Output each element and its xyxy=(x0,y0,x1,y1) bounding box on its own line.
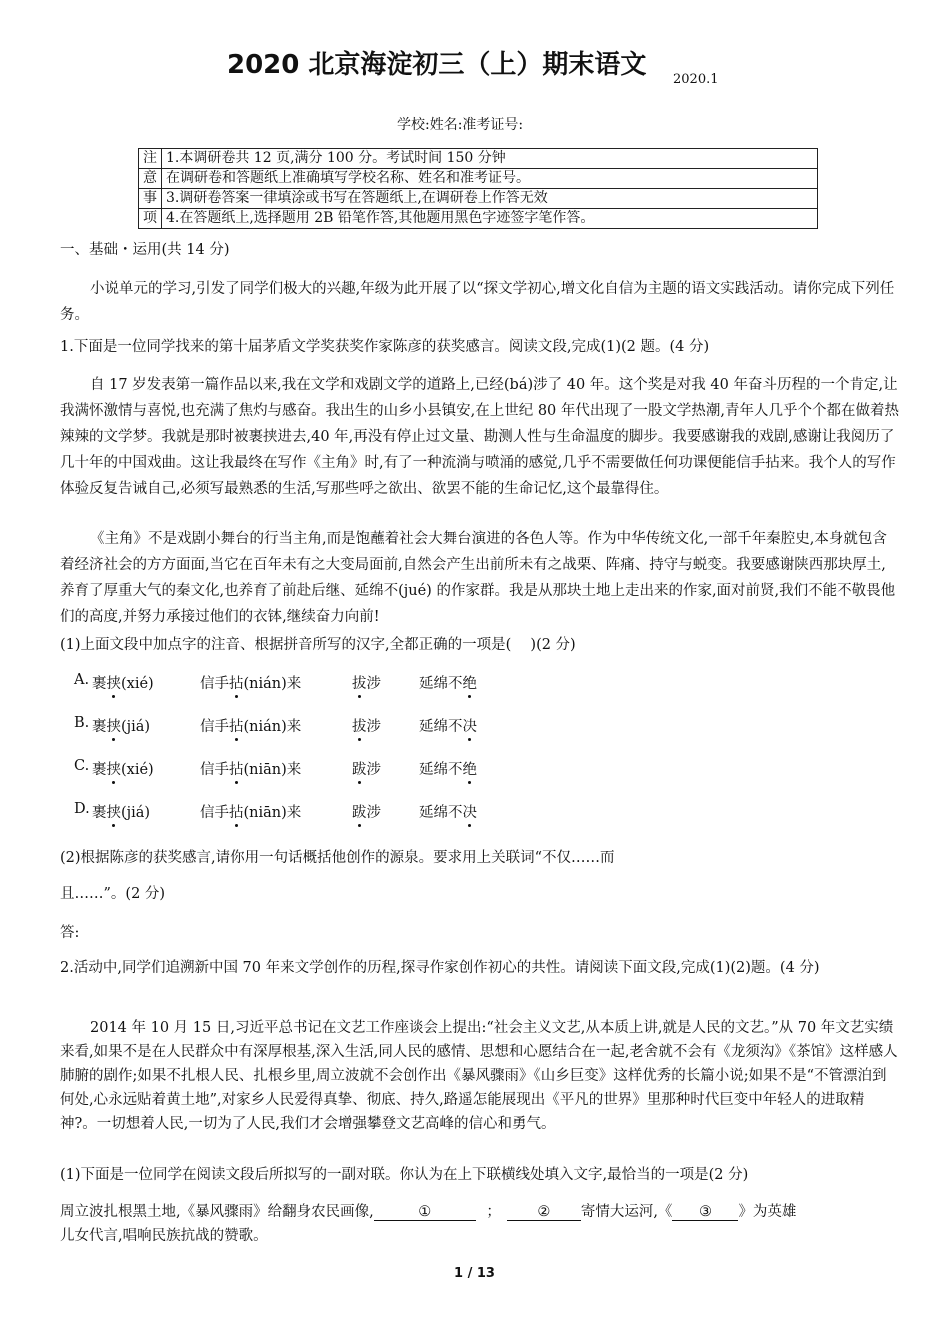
option-word-4: 延绵不决 xyxy=(419,801,477,822)
section-intro: 小说单元的学习,引发了同学们极大的兴趣,年级为此开展了以“探文学初心,增文化自信为主题的语文实践活动。请你完成下列任务。 xyxy=(60,281,895,323)
question-1-passage-paragraph: 《主角》不是戏剧小舞台的行当主角,而是饱蘸着社会大舞台演进的各色人等。作为中华传统文化,一部千年秦腔史,本身就包含着经济社会的方方面面,当它在百年未有之大变局面前,自然会产生出前所未有之战栗、阵痛、持守与蜕变。我要感谢陕西那块厚土,养育了厚重大气的秦文化,也养育了前赴后继、延绵不(jué) 的作家群。我是从那块土地上走出来的作家,面对前贤,我们不能不敬畏他们的高度,并努力承接过他们的衣钵,继续奋力向前! xyxy=(60,531,896,625)
option-word-3: 拔涉 xyxy=(352,715,381,736)
page-number: 1 / 13 xyxy=(454,1266,495,1281)
option-word-1: 裹挟(xié) xyxy=(92,672,154,693)
option-word-4: 延绵不绝 xyxy=(419,672,477,693)
option-letter: A. xyxy=(74,672,90,688)
option-word-2: 信手拈(nián)来 xyxy=(200,715,301,736)
question-1-sub2-prompt: (2)根据陈彦的获奖感言,请你用一句话概括他创作的源泉。要求用上关联词“不仅……而 xyxy=(60,850,615,866)
section-heading: 一、基础・运用(共 14 分) xyxy=(60,242,230,258)
question-2-prompt: 2.活动中,同学们追溯新中国 70 年来文学创作的历程,探寻作家创作初心的共性。请阅读下面文段,完成(1)(2)题。(4 分) xyxy=(60,960,820,976)
notice-line: 4.在答题纸上,选择题用 2B 铅笔作答,其他题用黑色字迹签字笔作答。 xyxy=(162,209,818,229)
student-info-line: 学校:姓名:准考证号: xyxy=(397,117,524,133)
question-2-sub1-prompt: (1)下面是一位同学在阅读文段后所拟写的一副对联。你认为在上下联横线处填入文字,最恰当的一项是(2 分) xyxy=(60,1167,749,1183)
notice-label-char: 项 xyxy=(139,209,162,229)
answer-label: 答: xyxy=(60,925,80,941)
notice-label-char: 注 xyxy=(139,149,162,169)
notice-line: 1.本调研卷共 12 页,满分 100 分。考试时间 150 分钟 xyxy=(162,149,818,169)
blank-1[interactable]: ① xyxy=(374,1204,476,1221)
option-word-3: 拔涉 xyxy=(352,672,381,693)
question-1-passage-paragraph: 自 17 岁发表第一篇作品以来,我在文学和戏剧文学的道路上,已经(bá)涉了 40 年。这个奖是对我 40 年奋斗历程的一个肯定,让我满怀激情与喜悦,也充满了焦灼与感奋。我出生的山乡小县镇安,在上世纪 80 年代出现了一股文学热潮,青年人几乎个个都在做着热辣辣的文学梦。我就是那时被裹挟进去,40 年,再没有停止过文量、勘测人性与生命温度的脚步。我要感谢我的戏剧,感谢让我阅历了几十年的中国戏曲。这让我最终在写作《主角》时,有了一种流淌与喷涌的感觉,几乎不需要做任何功课便能信手拈来。我个人的写作体验反复告诫自己,必须写最熟悉的生活,写那些呼之欲出、欲罢不能的生命记忆,这个最靠得住。 xyxy=(60,377,899,497)
option-letter: D. xyxy=(74,801,90,817)
couplet-line-1: 周立波扎根黑土地,《暴风骤雨》给翻身农民画像, ① ； ② 寄情大运河,《 ③ 》为英雄 xyxy=(60,1204,797,1220)
notice-line: 3.调研卷答案一律填涂或书写在答题纸上,在调研卷上作答无效 xyxy=(162,189,818,209)
option-word-2: 信手拈(niān)来 xyxy=(200,801,301,822)
option-word-1: 裹挟(jiá) xyxy=(92,801,150,822)
exam-date: 2020.1 xyxy=(673,72,719,87)
option-word-1: 裹挟(xié) xyxy=(92,758,154,779)
notice-label-char: 意 xyxy=(139,169,162,189)
notice-line: 在调研卷和答题纸上准确填写学校名称、姓名和准考证号。 xyxy=(162,169,818,189)
option-word-3: 跋涉 xyxy=(352,801,381,822)
option-word-4: 延绵不绝 xyxy=(419,758,477,779)
blank-3[interactable]: ③ xyxy=(672,1204,738,1221)
couplet-line-2: 儿女代言,唱响民族抗战的赞歌。 xyxy=(60,1228,268,1244)
question-1-sub2-prompt-cont: 且……”。(2 分) xyxy=(60,886,166,902)
notice-box xyxy=(138,148,818,229)
option-word-1: 裹挟(jiá) xyxy=(92,715,150,736)
option-letter: C. xyxy=(74,758,90,774)
option-letter: B. xyxy=(74,715,90,731)
blank-2[interactable]: ② xyxy=(507,1204,581,1221)
question-1-sub1-prompt: (1)上面文段中加点字的注音、根据拼音所写的汉字,全都正确的一项是( )(2 分) xyxy=(60,637,576,653)
question-2-passage: 2014 年 10 月 15 日,习近平总书记在文艺工作座谈会上提出:“社会主义文艺,从本质上讲,就是人民的文艺。”从 70 年文艺实绩来看,如果不是在人民群众中有深厚根基,深入生活,同人民的感情、思想和心愿结合在一起,老舍就不会有《龙须沟》《茶馆》这样感人肺腑的剧作;如果不扎根人民、扎根乡里,周立波就不会创作出《暴风骤雨》《山乡巨变》这样优秀的长篇小说;如果不是“不管漂泊到何处,心永远贴着黄土地”,对家乡人民爱得真挚、彻底、持久,路遥怎能展现出《平凡的世界》里那种时代巨变中年轻人的进取精神?。一切想着人民,一切为了人民,我们才会增强攀登文艺高峰的信心和勇气。 xyxy=(60,1020,898,1132)
page-title: 2020 北京海淀初三（上）期末语文 xyxy=(227,50,647,80)
option-word-2: 信手拈(niān)来 xyxy=(200,758,301,779)
notice-label-char: 事 xyxy=(139,189,162,209)
question-1-prompt: 1.下面是一位同学找来的第十届茅盾文学奖获奖作家陈彦的获奖感言。阅读文段,完成(1)(2 题。(4 分) xyxy=(60,339,710,355)
option-word-3: 跋涉 xyxy=(352,758,381,779)
option-word-2: 信手拈(nián)来 xyxy=(200,672,301,693)
option-word-4: 延绵不决 xyxy=(419,715,477,736)
